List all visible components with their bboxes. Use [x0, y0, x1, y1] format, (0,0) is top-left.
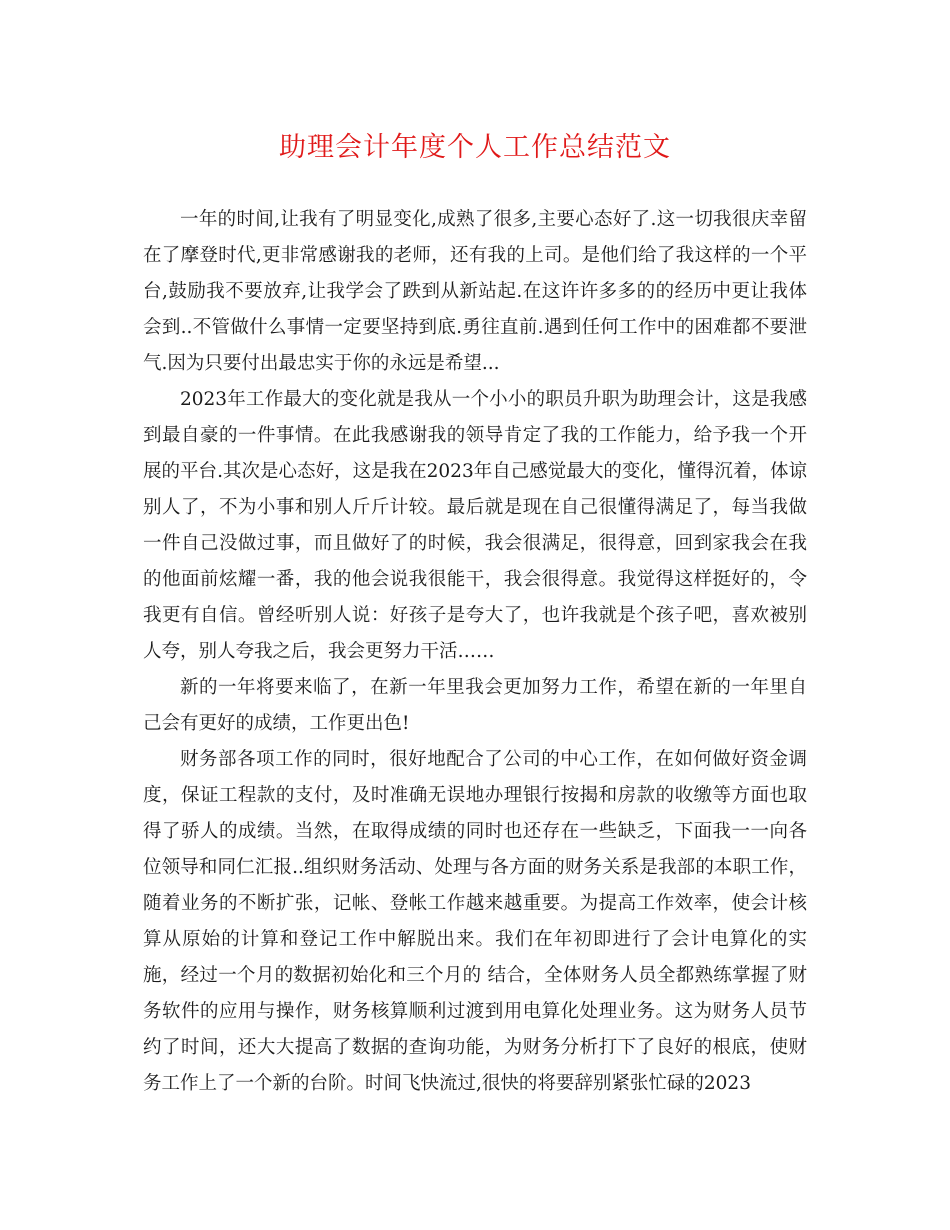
document-body [143, 202, 807, 1102]
paragraph-4: 财务部各项工作的同时，很好地配合了公司的中心工作，在如何做好资金调度，保证工程款的支付，及时准确无误地办理银行按揭和房款的收缴等方面也取得了骄人的成绩。当然，在取得成绩的同时也还存在一些缺乏，下面我一一向各位领导和同仁汇报..组织财务活动、处理与各方面的财务关系是我部的本职工作，随着业务的不断扩张，记帐、登帐工作越来越重要。为提高工作效率，使会计核算从原始的计算和登记工作中解脱出来。我们在年初即进行了会计电算化的实施，经过一个月的数据初始化和三个月的 结合，全体财务人员全都熟练掌握了财务软件的应用与操作，财务核算顺利过渡到用电算化处理业务。这为财务人员节约了时间，还大大提高了数据的查询功能，为财务分析打下了良好的根底，使财务工作上了一个新的台阶。时间飞快流过,很快的将要辞别紧张忙碌的2023 [143, 749, 807, 1094]
document-title: 助理会计年度个人工作总结范文 [279, 132, 671, 163]
paragraph-2: 2023年工作最大的变化就是我从一个小小的职员升职为助理会计，这是我感到最自豪的一件事情。在此我感谢我的领导肯定了我的工作能力，给予我一个开展的平台.其次是心态好，这是我在2023年自己感觉最大的变化，懂得沉着，体谅别人了，不为小事和别人斤斤计较。最后就是现在自己很懂得满足了，每当我做一件自己没做过事，而且做好了的时候，我会很满足，很得意，回到家我会在我的他面前炫耀一番，我的他会说我很能干，我会很得意。我觉得这样挺好的，令我更有自信。曾经听别人说：好孩子是夸大了，也许我就是个孩子吧，喜欢被别人夸，别人夸我之后，我会更努力干活…… [143, 389, 807, 662]
paragraph-1: 一年的时间,让我有了明显变化,成熟了很多,主要心态好了.这一切我很庆幸留在了摩登时代,更非常感谢我的老师，还有我的上司。是他们给了我这样的一个平台,鼓励我不要放弃,让我学会了跌到从新站起.在这许许多多的的经历中更让我体会到..不管做什么事情一定要坚持到底.勇往直前.遇到任何工作中的困难都不要泄气.因为只要付出最忠实于你的永远是希望... [143, 209, 807, 374]
paragraph-3: 新的一年将要来临了，在新一年里我会更加努力工作，希望在新的一年里自己会有更好的成绩，工作更出色! [143, 677, 807, 734]
